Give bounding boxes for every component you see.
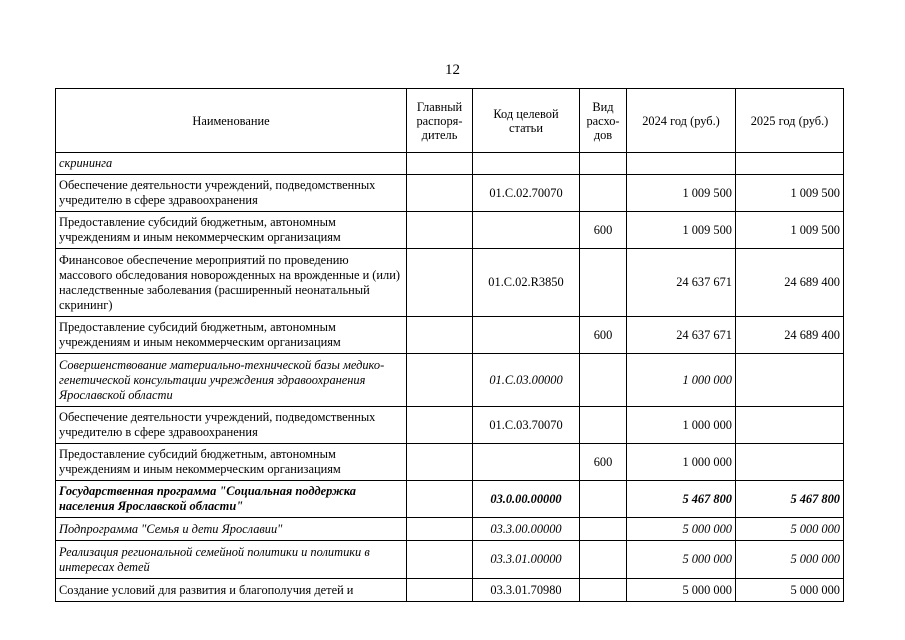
row-amount-2025 [736,153,844,175]
row-expense-type [580,541,627,579]
table-row [56,407,844,444]
table-row [56,481,844,518]
row-amount-2025: 1 009 500 [736,212,844,249]
row-manager [407,407,473,444]
row-expense-type: 600 [580,444,627,481]
row-name: Создание условий для развития и благополучия детей и [56,579,407,602]
row-manager [407,249,473,317]
table-header-row [56,89,844,153]
row-amount-2024: 5 000 000 [627,541,736,579]
row-name: Обеспечение деятельности учреждений, подведомственных учредителю в сфере здравоохранения [56,407,407,444]
row-manager [407,481,473,518]
row-code: 01.С.02.R3850 [473,249,580,317]
row-name: Государственная программа "Социальная поддержка населения Ярославской области" [56,481,407,518]
row-manager [407,175,473,212]
table-row [56,175,844,212]
row-amount-2024 [627,153,736,175]
row-name: Предоставление субсидий бюджетным, автономным учреждениям и иным некоммерческим организациям [56,317,407,354]
header-name: Наименование [56,89,407,153]
page-number: 12 [445,62,460,78]
row-name: Предоставление субсидий бюджетным, автономным учреждениям и иным некоммерческим организациям [56,212,407,249]
row-code [473,317,580,354]
row-amount-2025: 5 467 800 [736,481,844,518]
row-name: скрининга [56,153,407,175]
row-amount-2024: 1 000 000 [627,444,736,481]
table-row [56,153,844,175]
row-code: 03.3.01.70980 [473,579,580,602]
header-code: Код целевой статьи [473,89,580,153]
row-manager [407,579,473,602]
row-name: Финансовое обеспечение мероприятий по проведению массового обследования новорожденных на врожденные и (или) наследственные заболевания (расширенный неонатальный скрининг) [56,249,407,317]
row-code: 01.С.02.70070 [473,175,580,212]
row-amount-2025: 5 000 000 [736,541,844,579]
row-amount-2025: 24 689 400 [736,249,844,317]
table-row [56,212,844,249]
row-manager [407,518,473,541]
row-code: 01.С.03.00000 [473,354,580,407]
row-amount-2024: 1 009 500 [627,175,736,212]
header-manager: Главный распоря-дитель [407,89,473,153]
row-amount-2024: 5 000 000 [627,518,736,541]
row-name: Обеспечение деятельности учреждений, подведомственных учредителю в сфере здравоохранения [56,175,407,212]
table-row [56,579,844,602]
row-expense-type [580,518,627,541]
row-expense-type: 600 [580,212,627,249]
row-code: 01.С.03.70070 [473,407,580,444]
row-code: 03.0.00.00000 [473,481,580,518]
row-expense-type: 600 [580,317,627,354]
row-expense-type [580,481,627,518]
row-amount-2025 [736,354,844,407]
row-expense-type [580,249,627,317]
row-amount-2024: 5 000 000 [627,579,736,602]
row-amount-2024: 1 009 500 [627,212,736,249]
row-manager [407,541,473,579]
row-manager [407,317,473,354]
row-manager [407,153,473,175]
row-code [473,212,580,249]
row-code [473,444,580,481]
row-manager [407,212,473,249]
header-year-2025: 2025 год (руб.) [736,89,844,153]
row-amount-2025: 24 689 400 [736,317,844,354]
budget-table [55,88,844,602]
row-expense-type [580,407,627,444]
row-name: Совершенствование материально-технической базы медико-генетической консультации учреждения здравоохранения Ярославской области [56,354,407,407]
row-amount-2024: 1 000 000 [627,354,736,407]
row-amount-2024: 1 000 000 [627,407,736,444]
row-amount-2024: 24 637 671 [627,249,736,317]
row-amount-2025: 5 000 000 [736,518,844,541]
row-name: Реализация региональной семейной политики и политики в интересах детей [56,541,407,579]
row-expense-type [580,175,627,212]
table-row [56,541,844,579]
row-code [473,153,580,175]
row-amount-2025 [736,444,844,481]
row-code: 03.3.00.00000 [473,518,580,541]
row-amount-2025 [736,407,844,444]
row-name: Подпрограмма "Семья и дети Ярославии" [56,518,407,541]
row-amount-2024: 5 467 800 [627,481,736,518]
table-row [56,354,844,407]
row-manager [407,354,473,407]
row-code: 03.3.01.00000 [473,541,580,579]
row-amount-2025: 5 000 000 [736,579,844,602]
row-manager [407,444,473,481]
row-amount-2024: 24 637 671 [627,317,736,354]
row-expense-type [580,354,627,407]
row-amount-2025: 1 009 500 [736,175,844,212]
row-name: Предоставление субсидий бюджетным, автономным учреждениям и иным некоммерческим организациям [56,444,407,481]
table-row [56,518,844,541]
table-row [56,317,844,354]
header-expense-type: Вид расхо-дов [580,89,627,153]
table-row [56,249,844,317]
header-year-2024: 2024 год (руб.) [627,89,736,153]
row-expense-type [580,579,627,602]
table-row [56,444,844,481]
row-expense-type [580,153,627,175]
